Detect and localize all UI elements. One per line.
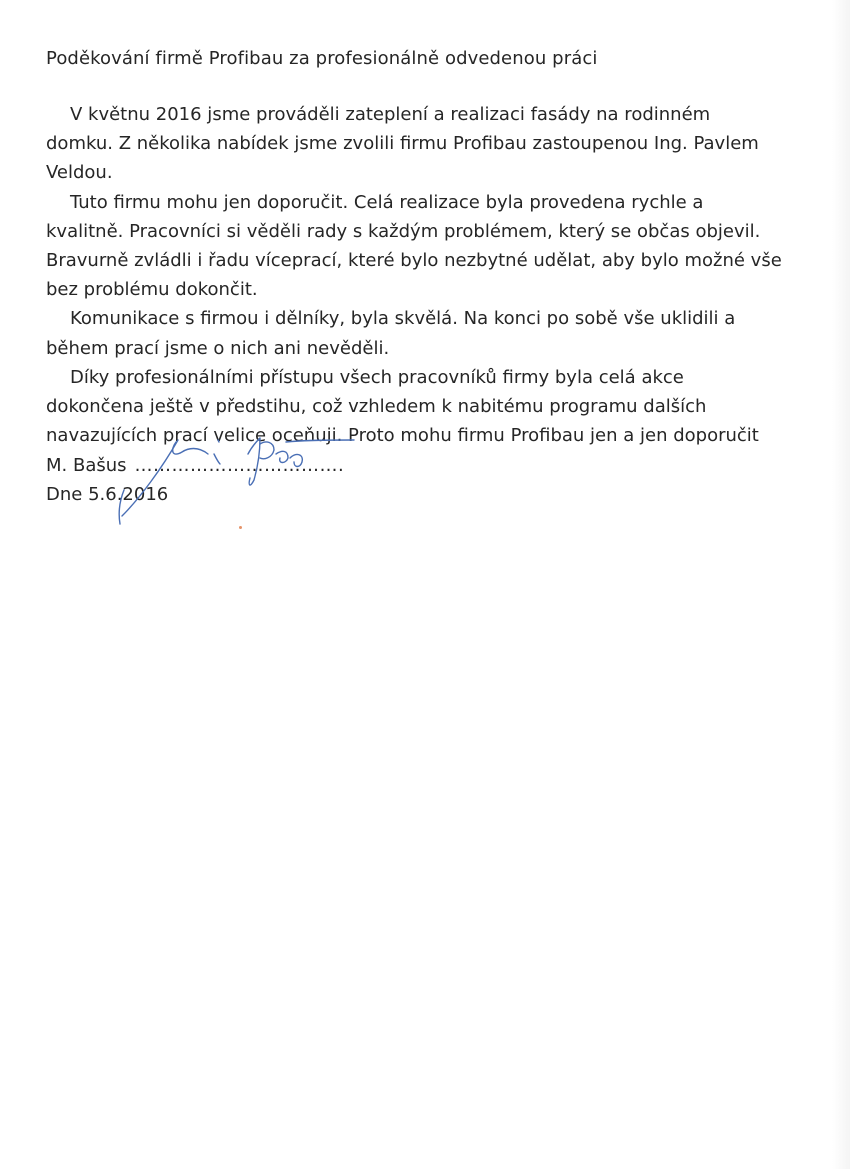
paragraph-line: Tuto firmu mohu jen doporučit. Celá realizace byla provedena rychle a [70,191,704,213]
paper-speck [239,526,242,529]
paragraph-line: navazujících prací velice oceňuji. Proto mohu firmu Profibau jen a jen doporučit [46,425,759,447]
date-line: Dne 5.6.2016 [46,484,169,505]
paragraph-line: Bravurně zvládli i řadu víceprací, které bylo nezbytné udělat, aby bylo možné vše [46,250,782,272]
paragraph-line: Komunikace s firmou i dělníky, byla skvělá. Na konci po sobě vše uklidili a [70,308,736,330]
paragraph-line: V květnu 2016 jsme prováděli zateplení a realizaci fasády na rodinném [70,104,711,125]
letter-title: Poděkování firmě Profibau za profesionálně odvedenou práci [46,48,598,69]
letter-body [46,100,786,450]
paragraph-line: Díky profesionálními přístupu všech pracovníků firmy byla celá akce [70,366,684,388]
scan-edge-shade [832,0,850,1169]
paragraph-line: domku. Z několika nabídek jsme zvolili firmu Profibau zastoupenou Ing. Pavlem [46,133,759,155]
paragraph-line: bez problému dokončit. [46,279,258,301]
paragraph-line: dokončena ještě v předstihu, což vzhledem k nabitému programu dalších [46,396,707,418]
signature-line [46,455,344,476]
paragraph-line: během prací jsme o nich ani nevěděli. [46,337,390,359]
signer-name: M. Bašus [46,455,127,476]
paragraph-line: kvalitně. Pracovníci si věděli rady s každým problémem, který se občas objevil. [46,220,761,242]
paragraph-2 [46,188,786,305]
paragraph-1 [46,100,786,188]
paragraph-4 [46,363,786,451]
signature-dots: ……………………………. [134,455,345,476]
paragraph-line: Veldou. [46,162,113,184]
paragraph-3 [46,304,786,362]
